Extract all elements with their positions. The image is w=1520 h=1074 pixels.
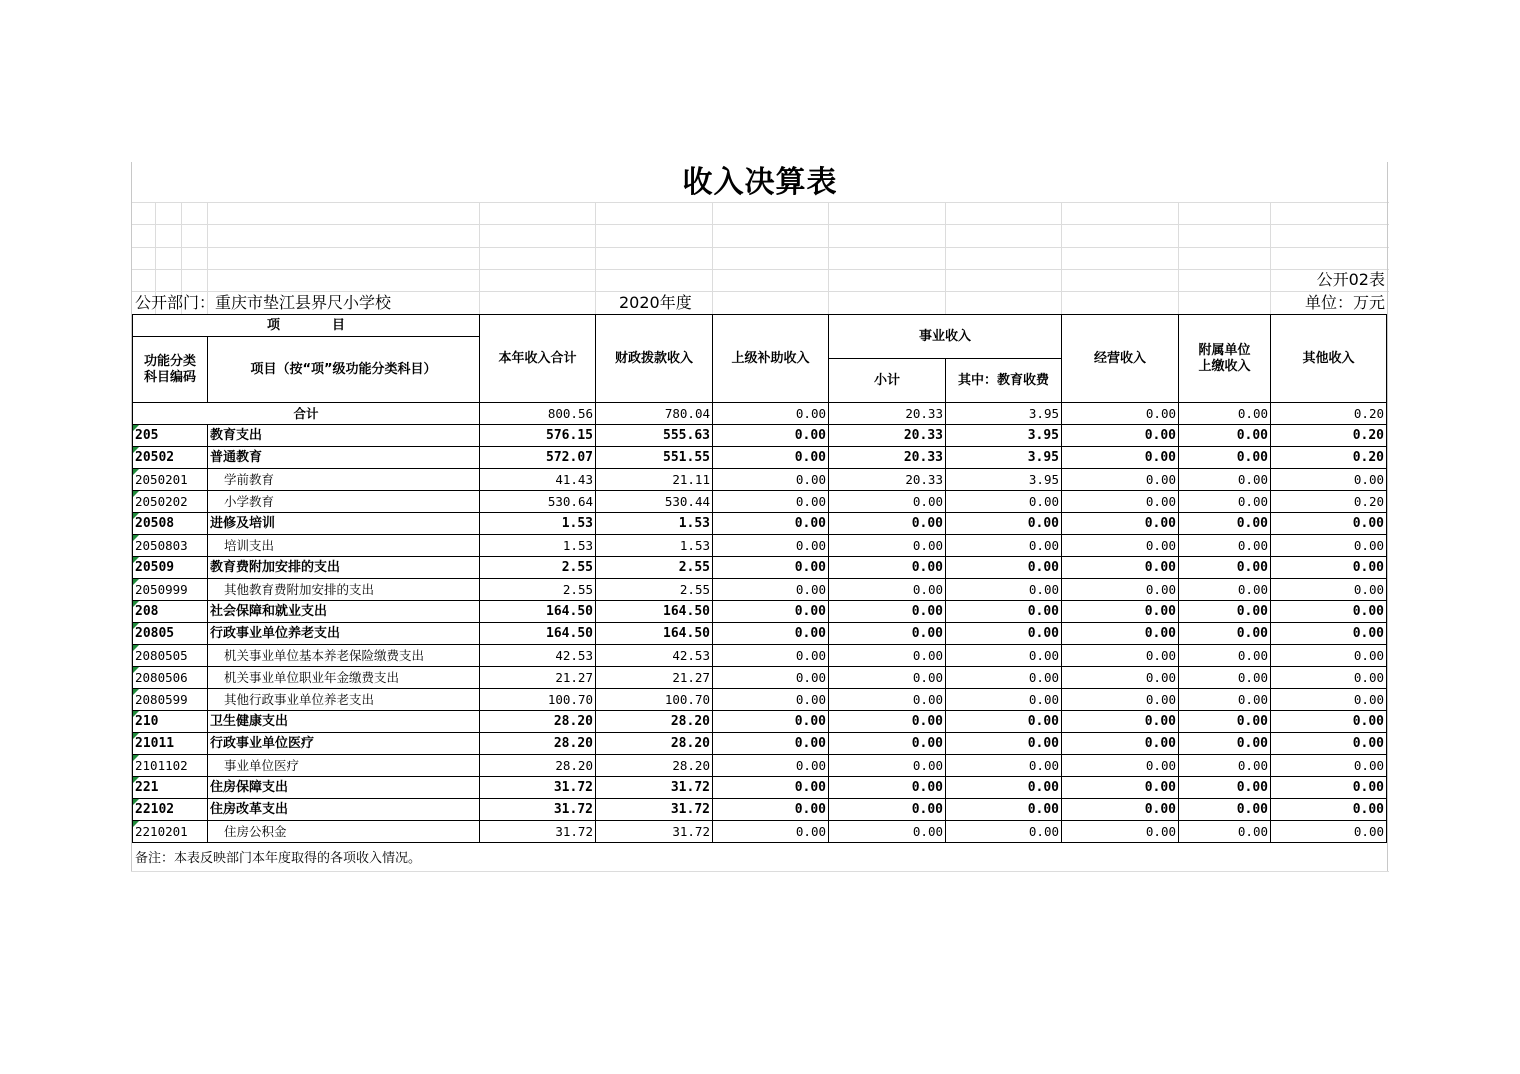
amount-cell: 28.20 (480, 755, 596, 777)
amount-cell: 0.00 (1179, 601, 1271, 623)
amount-cell: 0.00 (946, 491, 1062, 513)
amount-cell: 0.00 (1062, 491, 1179, 513)
func-code-cell: 208 (133, 601, 208, 623)
amount-cell: 0.00 (946, 579, 1062, 601)
table-row (133, 469, 1387, 491)
item-name-cell: 事业单位医疗 (208, 755, 480, 777)
amount-cell: 1.53 (480, 513, 596, 535)
amount-cell: 0.00 (713, 623, 829, 645)
amount-cell: 551.55 (596, 447, 713, 469)
amount-cell: 0.00 (1271, 777, 1387, 799)
amount-cell: 0.00 (1271, 535, 1387, 557)
table-row (133, 689, 1387, 711)
amount-cell: 0.00 (1179, 623, 1271, 645)
amount-cell: 1.53 (596, 513, 713, 535)
amount-cell: 28.20 (596, 711, 713, 733)
item-name-cell: 小学教育 (208, 491, 480, 513)
amount-cell: 0.20 (1271, 447, 1387, 469)
table-note: 备注：本表反映部门本年度取得的各项收入情况。 (135, 851, 422, 866)
amount-cell: 31.72 (480, 777, 596, 799)
amount-cell: 0.00 (713, 689, 829, 711)
header-total-income: 本年收入合计 (480, 315, 596, 403)
amount-cell: 0.00 (713, 601, 829, 623)
item-name-cell: 机关事业单位基本养老保险缴费支出 (208, 645, 480, 667)
amount-cell: 0.00 (1179, 777, 1271, 799)
amount-cell: 0.00 (1179, 491, 1271, 513)
func-code-cell: 2050803 (133, 535, 208, 557)
item-name-cell: 普通教育 (208, 447, 480, 469)
amount-cell: 0.00 (1062, 601, 1179, 623)
header-func-code: 功能分类 科目编码 (133, 337, 208, 403)
func-code-cell: 21011 (133, 733, 208, 755)
amount-cell: 576.15 (480, 425, 596, 447)
table-row (133, 667, 1387, 689)
amount-cell: 0.00 (713, 799, 829, 821)
amount-cell: 164.50 (480, 601, 596, 623)
amount-cell: 0.00 (829, 623, 946, 645)
amount-cell: 3.95 (946, 425, 1062, 447)
amount-cell: 0.00 (713, 535, 829, 557)
amount-cell: 0.00 (829, 491, 946, 513)
amount-cell: 0.00 (713, 645, 829, 667)
amount-cell: 3.95 (946, 447, 1062, 469)
amount-cell: 21.11 (596, 469, 713, 491)
table-row (133, 513, 1387, 535)
header-fiscal: 财政拨款收入 (596, 315, 713, 403)
amount-cell: 31.72 (480, 799, 596, 821)
item-name-cell: 行政事业单位医疗 (208, 733, 480, 755)
amount-cell: 0.00 (1062, 425, 1179, 447)
amount-cell: 0.00 (713, 711, 829, 733)
amount-cell: 0.00 (1062, 469, 1179, 491)
func-code-cell: 2050202 (133, 491, 208, 513)
amount-cell: 0.00 (1271, 733, 1387, 755)
table-row (133, 491, 1387, 513)
table-row (133, 645, 1387, 667)
amount-cell: 0.20 (1271, 491, 1387, 513)
amount-cell: 0.00 (1179, 821, 1271, 843)
amount-cell: 0.00 (946, 513, 1062, 535)
amount-cell: 0.00 (713, 579, 829, 601)
amount-cell: 0.00 (1062, 821, 1179, 843)
header-business-edu-fee: 其中：教育收费 (946, 359, 1062, 403)
amount-cell: 0.00 (1271, 557, 1387, 579)
amount-cell: 0.00 (1179, 425, 1271, 447)
amount-cell: 0.00 (1271, 469, 1387, 491)
item-name-cell: 住房保障支出 (208, 777, 480, 799)
func-code-cell: 221 (133, 777, 208, 799)
amount-cell: 28.20 (480, 711, 596, 733)
amount-cell: 0.00 (829, 601, 946, 623)
amount-cell: 0.00 (1271, 579, 1387, 601)
amount-cell: 0.00 (1062, 733, 1179, 755)
header-business-group: 事业收入 (829, 315, 1062, 359)
form-tag: 公开02表 (1316, 270, 1385, 289)
table-row (133, 755, 1387, 777)
amount-cell: 0.00 (1271, 755, 1387, 777)
amount-cell: 0.00 (713, 755, 829, 777)
amount-cell: 31.72 (596, 799, 713, 821)
amount-cell: 0.00 (829, 667, 946, 689)
amount-cell: 0.00 (946, 601, 1062, 623)
amount-cell: 2.55 (596, 557, 713, 579)
amount-cell: 0.00 (1179, 689, 1271, 711)
total-cell: 780.04 (596, 403, 713, 425)
amount-cell: 0.00 (946, 667, 1062, 689)
total-cell: 0.20 (1271, 403, 1387, 425)
amount-cell: 0.00 (1062, 645, 1179, 667)
table-row (133, 623, 1387, 645)
table-row (133, 733, 1387, 755)
header-item-name: 项目（按“项”级功能分类科目） (208, 337, 480, 403)
total-cell: 0.00 (1062, 403, 1179, 425)
amount-cell: 0.00 (1062, 689, 1179, 711)
header-operating: 经营收入 (1062, 315, 1179, 403)
amount-cell: 31.72 (596, 777, 713, 799)
total-cell: 0.00 (713, 403, 829, 425)
amount-cell: 0.00 (829, 777, 946, 799)
amount-cell: 0.00 (1062, 579, 1179, 601)
amount-cell: 0.00 (829, 535, 946, 557)
func-code-cell: 2080599 (133, 689, 208, 711)
amount-cell: 0.00 (1271, 601, 1387, 623)
amount-cell: 0.00 (829, 645, 946, 667)
amount-cell: 0.00 (1179, 711, 1271, 733)
item-name-cell: 进修及培训 (208, 513, 480, 535)
amount-cell: 3.95 (946, 469, 1062, 491)
amount-cell: 42.53 (596, 645, 713, 667)
total-cell: 0.00 (1179, 403, 1271, 425)
func-code-cell: 205 (133, 425, 208, 447)
amount-cell: 0.00 (713, 513, 829, 535)
amount-cell: 0.20 (1271, 425, 1387, 447)
amount-cell: 41.43 (480, 469, 596, 491)
func-code-cell: 2050999 (133, 579, 208, 601)
amount-cell: 31.72 (596, 821, 713, 843)
amount-cell: 0.00 (1062, 777, 1179, 799)
func-code-cell: 2080506 (133, 667, 208, 689)
header-superior: 上级补助收入 (713, 315, 829, 403)
amount-cell: 0.00 (1271, 667, 1387, 689)
total-cell: 20.33 (829, 403, 946, 425)
amount-cell: 0.00 (1179, 799, 1271, 821)
amount-cell: 0.00 (1062, 557, 1179, 579)
amount-cell: 0.00 (829, 711, 946, 733)
amount-cell: 2.55 (480, 557, 596, 579)
func-code-cell: 20509 (133, 557, 208, 579)
amount-cell: 0.00 (829, 689, 946, 711)
amount-cell: 0.00 (946, 645, 1062, 667)
amount-cell: 0.00 (946, 623, 1062, 645)
amount-cell: 0.00 (1179, 645, 1271, 667)
amount-cell: 0.00 (1062, 755, 1179, 777)
amount-cell: 0.00 (1271, 623, 1387, 645)
item-name-cell: 社会保障和就业支出 (208, 601, 480, 623)
item-name-cell: 教育支出 (208, 425, 480, 447)
item-name-cell: 住房公积金 (208, 821, 480, 843)
amount-cell: 0.00 (1062, 513, 1179, 535)
amount-cell: 21.27 (596, 667, 713, 689)
spreadsheet-sheet (131, 162, 1389, 872)
amount-cell: 42.53 (480, 645, 596, 667)
table-row (133, 557, 1387, 579)
amount-cell: 20.33 (829, 447, 946, 469)
amount-cell: 21.27 (480, 667, 596, 689)
amount-cell: 0.00 (1062, 711, 1179, 733)
amount-cell: 0.00 (1179, 447, 1271, 469)
amount-cell: 0.00 (1062, 535, 1179, 557)
item-name-cell: 卫生健康支出 (208, 711, 480, 733)
amount-cell: 0.00 (829, 579, 946, 601)
amount-cell: 0.00 (1179, 469, 1271, 491)
header-business-subtotal: 小计 (829, 359, 946, 403)
amount-cell: 0.00 (946, 689, 1062, 711)
amount-cell: 0.00 (1271, 645, 1387, 667)
amount-cell: 1.53 (596, 535, 713, 557)
func-code-cell: 20502 (133, 447, 208, 469)
func-code-cell: 2050201 (133, 469, 208, 491)
func-code-cell: 2210201 (133, 821, 208, 843)
amount-cell: 0.00 (946, 799, 1062, 821)
amount-cell: 0.00 (1062, 623, 1179, 645)
table-row (133, 579, 1387, 601)
total-cell: 3.95 (946, 403, 1062, 425)
amount-cell: 164.50 (596, 601, 713, 623)
func-code-cell: 20805 (133, 623, 208, 645)
amount-cell: 164.50 (480, 623, 596, 645)
amount-cell: 0.00 (1271, 711, 1387, 733)
item-name-cell: 行政事业单位养老支出 (208, 623, 480, 645)
amount-cell: 572.07 (480, 447, 596, 469)
amount-cell: 0.00 (713, 491, 829, 513)
amount-cell: 0.00 (829, 733, 946, 755)
func-code-cell: 210 (133, 711, 208, 733)
amount-cell: 0.00 (829, 799, 946, 821)
amount-cell: 0.00 (1179, 557, 1271, 579)
income-table-body (133, 403, 1387, 843)
func-code-cell: 2101102 (133, 755, 208, 777)
item-name-cell: 其他行政事业单位养老支出 (208, 689, 480, 711)
item-name-cell: 学前教育 (208, 469, 480, 491)
amount-cell: 1.53 (480, 535, 596, 557)
unit-label: 单位：万元 (1304, 293, 1385, 312)
department-label: 公开部门：重庆市垫江县界尺小学校 (135, 293, 392, 312)
amount-cell: 28.20 (596, 755, 713, 777)
amount-cell: 530.64 (480, 491, 596, 513)
amount-cell: 100.70 (596, 689, 713, 711)
table-row (133, 799, 1387, 821)
amount-cell: 0.00 (946, 777, 1062, 799)
amount-cell: 0.00 (946, 755, 1062, 777)
table-row (133, 777, 1387, 799)
amount-cell: 555.63 (596, 425, 713, 447)
amount-cell: 0.00 (946, 821, 1062, 843)
amount-cell: 0.00 (1179, 755, 1271, 777)
table-row (133, 535, 1387, 557)
func-code-cell: 22102 (133, 799, 208, 821)
amount-cell: 0.00 (946, 557, 1062, 579)
amount-cell: 100.70 (480, 689, 596, 711)
amount-cell: 2.55 (596, 579, 713, 601)
total-cell: 800.56 (480, 403, 596, 425)
total-label: 合计 (133, 403, 480, 425)
item-name-cell: 教育费附加安排的支出 (208, 557, 480, 579)
amount-cell: 2.55 (480, 579, 596, 601)
item-name-cell: 住房改革支出 (208, 799, 480, 821)
amount-cell: 0.00 (946, 535, 1062, 557)
total-row (133, 403, 1387, 425)
amount-cell: 31.72 (480, 821, 596, 843)
amount-cell: 0.00 (829, 557, 946, 579)
amount-cell: 164.50 (596, 623, 713, 645)
amount-cell: 0.00 (713, 667, 829, 689)
amount-cell: 0.00 (829, 755, 946, 777)
amount-cell: 0.00 (713, 557, 829, 579)
amount-cell: 0.00 (1271, 799, 1387, 821)
table-row (133, 601, 1387, 623)
amount-cell: 0.00 (1179, 733, 1271, 755)
amount-cell: 0.00 (713, 447, 829, 469)
amount-cell: 0.00 (1271, 689, 1387, 711)
func-code-cell: 20508 (133, 513, 208, 535)
func-code-cell: 2080505 (133, 645, 208, 667)
amount-cell: 0.00 (946, 733, 1062, 755)
item-name-cell: 机关事业单位职业年金缴费支出 (208, 667, 480, 689)
fiscal-year: 2020年度 (619, 293, 692, 312)
item-name-cell: 其他教育费附加安排的支出 (208, 579, 480, 601)
amount-cell: 530.44 (596, 491, 713, 513)
amount-cell: 0.00 (1179, 579, 1271, 601)
table-row (133, 711, 1387, 733)
table-row (133, 425, 1387, 447)
amount-cell: 20.33 (829, 425, 946, 447)
amount-cell: 20.33 (829, 469, 946, 491)
amount-cell: 0.00 (1271, 513, 1387, 535)
amount-cell: 0.00 (829, 513, 946, 535)
table-row (133, 821, 1387, 843)
amount-cell: 0.00 (1271, 821, 1387, 843)
amount-cell: 0.00 (946, 711, 1062, 733)
amount-cell: 0.00 (1179, 667, 1271, 689)
header-other: 其他收入 (1271, 315, 1387, 403)
amount-cell: 0.00 (1179, 535, 1271, 557)
report-title: 收入决算表 (682, 165, 838, 200)
amount-cell: 0.00 (1062, 799, 1179, 821)
amount-cell: 0.00 (713, 821, 829, 843)
header-project-group: 项 目 (133, 315, 480, 337)
amount-cell: 0.00 (1062, 447, 1179, 469)
amount-cell: 0.00 (829, 821, 946, 843)
amount-cell: 0.00 (1179, 513, 1271, 535)
amount-cell: 0.00 (1062, 667, 1179, 689)
amount-cell: 0.00 (713, 469, 829, 491)
table-row (133, 447, 1387, 469)
header-affiliated: 附属单位 上缴收入 (1179, 315, 1271, 403)
amount-cell: 28.20 (596, 733, 713, 755)
amount-cell: 0.00 (713, 425, 829, 447)
amount-cell: 28.20 (480, 733, 596, 755)
amount-cell: 0.00 (713, 777, 829, 799)
income-table (132, 314, 1387, 843)
item-name-cell: 培训支出 (208, 535, 480, 557)
amount-cell: 0.00 (713, 733, 829, 755)
